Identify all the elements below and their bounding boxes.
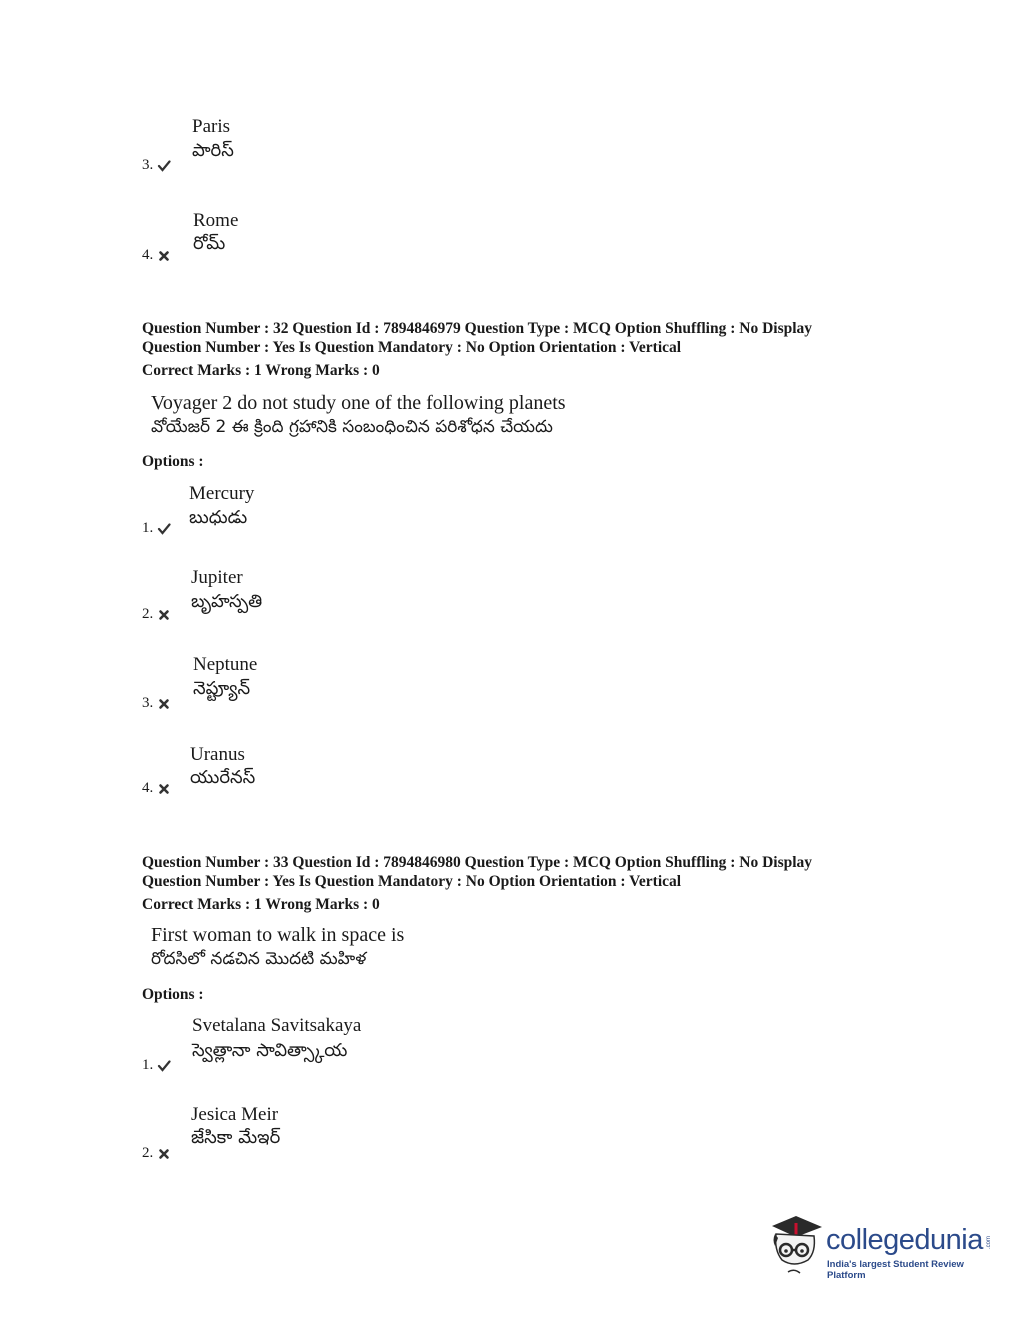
q32-option-2-te: బృహస్పతి	[191, 591, 263, 612]
q32-option-1-te: బుధుడు	[189, 507, 248, 528]
q33-option-2-marker	[142, 1145, 171, 1162]
q33-option-1-te: స్వెత్లానా సావిత్స్కాయ	[192, 1040, 348, 1061]
option-number: 1.	[142, 1057, 154, 1073]
option-number: 3.	[142, 695, 154, 711]
option-number: 4.	[142, 247, 154, 263]
q32-option-2-en: Jupiter	[191, 567, 243, 588]
cross-icon	[157, 782, 171, 796]
q33-option-1-marker	[142, 1057, 171, 1074]
q32-option-3-te: నెప్ట్యూన్	[193, 678, 251, 699]
logo-tld: .com	[986, 1236, 992, 1250]
q33-meta-line2: Question Number : Yes Is Question Mandatory : No Option Orientation : Vertical	[142, 873, 682, 890]
option-number: 4.	[142, 780, 154, 796]
option-number: 2.	[142, 1145, 154, 1161]
cross-icon	[157, 249, 171, 263]
logo-name: collegedunia	[826, 1224, 983, 1256]
option-number: 3.	[142, 157, 154, 173]
q33-marks: Correct Marks : 1 Wrong Marks : 0	[142, 896, 380, 913]
collegedunia-logo	[766, 1210, 996, 1280]
q32-option-4-en: Uranus	[190, 744, 245, 765]
q32-option-1-en: Mercury	[189, 483, 255, 504]
q33-meta-line1: Question Number : 33 Question Id : 7894846980 Question Type : MCQ Option Shuffling : No Display	[142, 854, 813, 871]
q33-options-label: Options :	[142, 986, 204, 1003]
q32-option-3-marker	[142, 695, 171, 712]
option-3-text-en: Paris	[192, 116, 230, 137]
q32-meta-line2: Question Number : Yes Is Question Mandatory : No Option Orientation : Vertical	[142, 339, 682, 356]
check-icon	[157, 522, 171, 536]
q33-question-te: రోదసిలో నడచిన మొదటి మహిళ	[151, 949, 367, 969]
q32-meta-line1: Question Number : 32 Question Id : 7894846979 Question Type : MCQ Option Shuffling : No Display	[142, 320, 813, 337]
q33-option-2-en: Jesica Meir	[191, 1104, 279, 1125]
option-3-marker	[142, 157, 171, 174]
cross-icon	[157, 697, 171, 711]
q32-option-3-en: Neptune	[193, 654, 258, 675]
option-3-text-te: పారిస్	[192, 140, 234, 161]
q32-marks: Correct Marks : 1 Wrong Marks : 0	[142, 362, 380, 379]
option-4-text-te: రోమ్	[193, 233, 226, 254]
q32-option-4-te: యురేనస్	[190, 767, 256, 788]
q33-question-en: First woman to walk in space is	[151, 924, 405, 946]
option-4-marker	[142, 247, 171, 264]
q32-option-1-marker	[142, 520, 171, 537]
check-icon	[157, 1059, 171, 1073]
cross-icon	[157, 1147, 171, 1161]
q32-question-te: వోయేజర్ 2 ఈ క్రింది గ్రహానికి సంబంధించిన పరిశోధన చేయదు	[151, 417, 553, 437]
q33-option-1-en: Svetalana Savitsakaya	[192, 1015, 362, 1036]
option-number: 1.	[142, 520, 154, 536]
q32-options-label: Options :	[142, 453, 204, 470]
q33-option-2-te: జేసికా మేఇర్	[191, 1127, 281, 1148]
option-4-text-en: Rome	[193, 210, 239, 231]
option-number: 2.	[142, 606, 154, 622]
check-icon	[157, 159, 171, 173]
mascot-icon	[766, 1210, 826, 1278]
q32-option-4-marker	[142, 780, 171, 797]
cross-icon	[157, 608, 171, 622]
q32-question-en: Voyager 2 do not study one of the following planets	[151, 392, 566, 414]
q32-option-2-marker	[142, 606, 171, 623]
logo-tagline: India's largest Student Review Platform	[827, 1259, 964, 1281]
